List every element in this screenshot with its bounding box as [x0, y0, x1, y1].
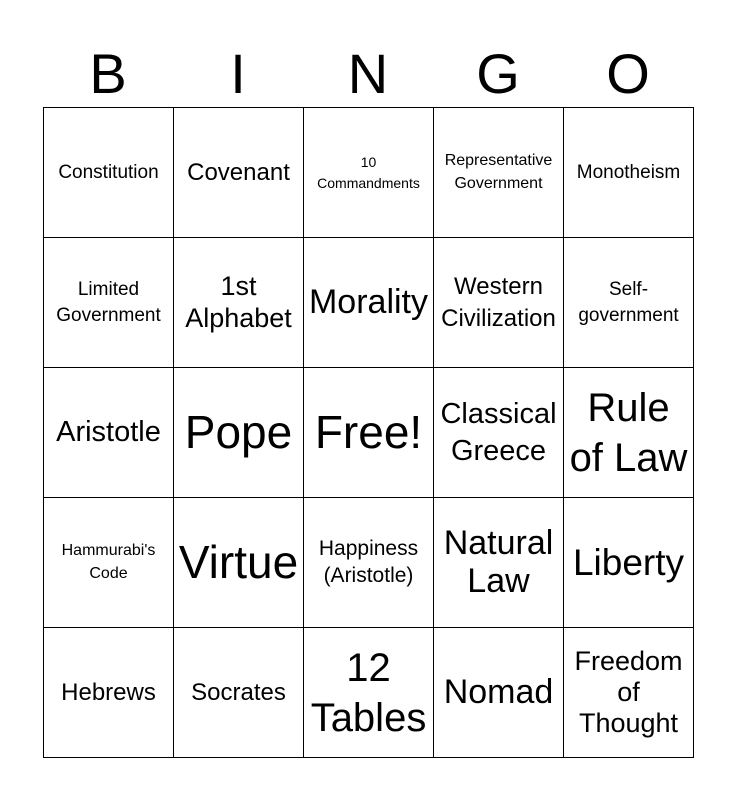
header-letter-b: B	[89, 42, 127, 105]
bingo-cell-r2c2[interactable]	[174, 238, 304, 368]
cell-text: Covenant	[187, 158, 290, 186]
bingo-cell-r1c4[interactable]	[434, 108, 564, 238]
bingo-cell-r3c5[interactable]	[564, 368, 694, 498]
cell-text: Western Civilization	[441, 273, 556, 332]
cell-text: Representative Government	[444, 152, 553, 192]
bingo-cell-r5c4[interactable]	[434, 628, 564, 758]
bingo-cell-r4c4[interactable]	[434, 498, 564, 628]
cell-text: 12 Tables	[310, 645, 427, 740]
bingo-cell-r3c1[interactable]	[44, 368, 174, 498]
cell-text: Pope	[184, 406, 293, 459]
bingo-cell-r5c3[interactable]	[304, 628, 434, 758]
bingo-cell-r5c5[interactable]	[564, 628, 694, 758]
cell-text: Constitution	[58, 161, 159, 183]
bingo-cell-r2c5[interactable]	[564, 238, 694, 368]
header-letter-g: G	[476, 42, 520, 105]
cell-text: Rule of Law	[569, 385, 688, 480]
cell-text: Nomad	[443, 672, 554, 711]
bingo-cell-r2c4[interactable]	[434, 238, 564, 368]
bingo-cell-r1c5[interactable]	[564, 108, 694, 238]
cell-text: Happiness (Aristotle)	[318, 536, 419, 587]
cell-text: Natural Law	[443, 524, 554, 600]
header-letter-i: I	[230, 42, 246, 105]
cell-text: 1st Alphabet	[185, 271, 292, 333]
bingo-cell-r2c3[interactable]	[304, 238, 434, 368]
cell-text: Liberty	[572, 541, 685, 583]
bingo-cell-r5c1[interactable]	[44, 628, 174, 758]
cell-text: Morality	[308, 282, 429, 321]
cell-text: Hebrews	[61, 678, 156, 706]
bingo-cell-r4c5[interactable]	[564, 498, 694, 628]
bingo-header	[43, 40, 693, 108]
cell-text: Virtue	[178, 536, 299, 589]
bingo-board	[43, 107, 694, 758]
header-letter-o: O	[606, 42, 650, 105]
cell-text: Limited Government	[56, 278, 161, 326]
bingo-cell-r3c4[interactable]	[434, 368, 564, 498]
cell-text: Self- government	[578, 278, 679, 326]
bingo-cell-r1c3[interactable]	[304, 108, 434, 238]
header-letter-n: N	[347, 42, 389, 105]
bingo-cell-r3c2[interactable]	[174, 368, 304, 498]
bingo-cell-r5c2[interactable]	[174, 628, 304, 758]
bingo-cell-r4c2[interactable]	[174, 498, 304, 628]
bingo-cell-r3c3[interactable]	[304, 368, 434, 498]
cell-text: Monotheism	[576, 161, 681, 183]
bingo-cell-r2c1[interactable]	[44, 238, 174, 368]
bingo-cell-r4c1[interactable]	[44, 498, 174, 628]
cell-text: Freedom of Thought	[574, 645, 683, 739]
cell-text: 10 Commandments	[317, 154, 420, 191]
cell-text: Aristotle	[56, 416, 161, 449]
cell-text: Hammurabi's Code	[61, 542, 156, 582]
bingo-cell-r1c2[interactable]	[174, 108, 304, 238]
bingo-cell-r1c1[interactable]	[44, 108, 174, 238]
bingo-cell-r4c3[interactable]	[304, 498, 434, 628]
cell-text: Classical Greece	[440, 398, 557, 467]
cell-text: Socrates	[191, 678, 286, 706]
cell-text: Free!	[314, 406, 423, 459]
